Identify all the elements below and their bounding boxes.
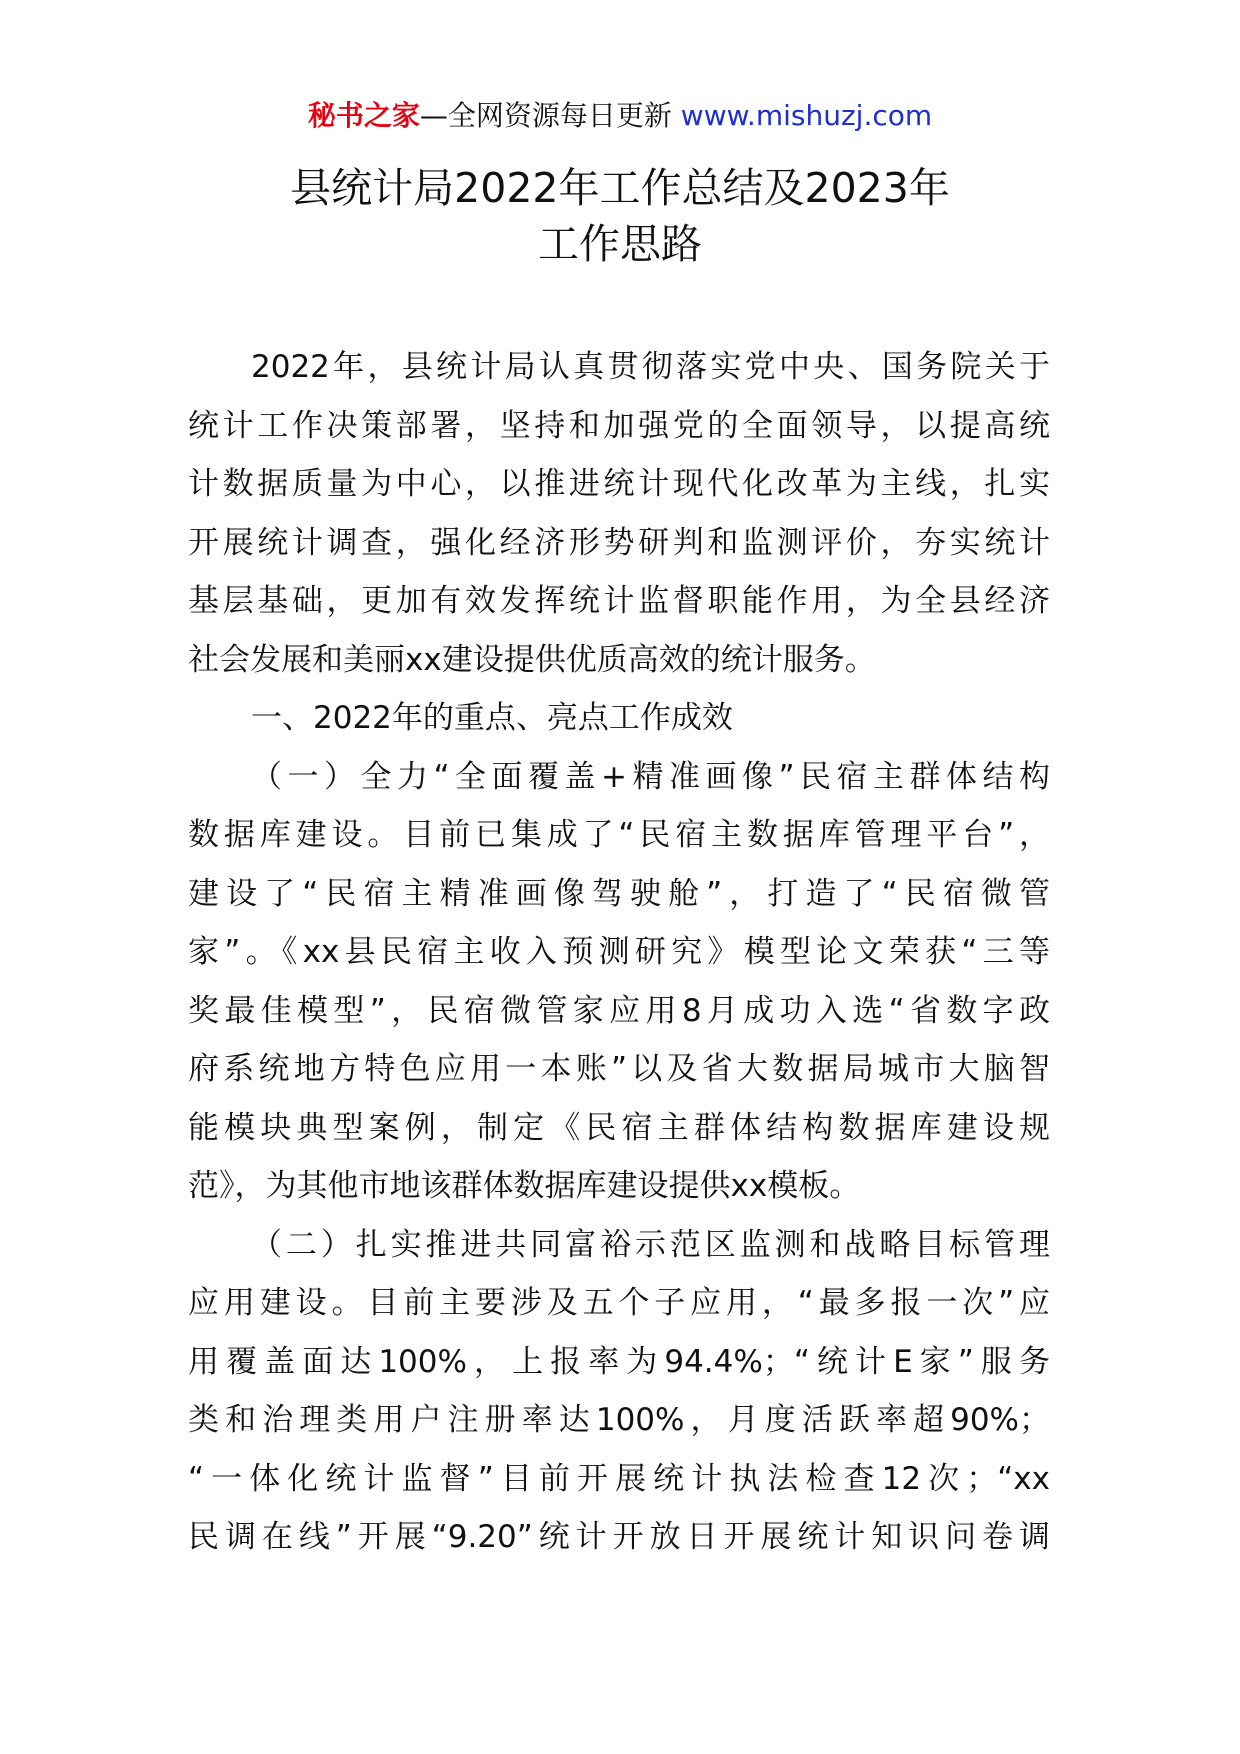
site-url-link[interactable]: www.mishuzj.com bbox=[680, 99, 933, 132]
banner-tagline: —全网资源每日更新 bbox=[419, 99, 672, 132]
intro-paragraph bbox=[188, 338, 1050, 689]
text-line: 社会发展和美丽xx建设提供优质高效的统计服务。 bbox=[188, 641, 876, 678]
item-2-paragraph bbox=[188, 1216, 1050, 1567]
site-banner bbox=[0, 96, 1240, 136]
text-line: 奖最佳模型”，民宿微管家应用8月成功入选“省数字政 bbox=[188, 992, 1050, 1029]
text-line: 家”。《xx县民宿主收入预测研究》模型论文荣获“三等 bbox=[188, 934, 1050, 970]
text-line: 应用建设。目前主要涉及五个子应用，“最多报一次”应 bbox=[188, 1285, 1050, 1321]
text-line: “一体化统计监督”目前开展统计执法检查12次；“xx bbox=[188, 1460, 1050, 1497]
text-line: 统计工作决策部署，坚持和加强党的全面领导，以提高统 bbox=[188, 407, 1050, 444]
text-line: （二）扎实推进共同富裕示范区监测和战略目标管理 bbox=[251, 1226, 1050, 1263]
title-line-2: 工作思路 bbox=[538, 220, 702, 268]
text-line: 范》，为其他市地该群体数据库建设提供xx模板。 bbox=[188, 1168, 861, 1204]
section-heading bbox=[188, 689, 1050, 748]
text-line: 用覆盖面达100%，上报率为94.4%；“统计E家”服务 bbox=[188, 1343, 1050, 1380]
text-line: 开展统计调查，强化经济形势研判和监测评价，夯实统计 bbox=[188, 524, 1050, 561]
text-line: （一）全力“全面覆盖+精准画像”民宿主群体结构 bbox=[251, 758, 1050, 795]
document-body bbox=[188, 338, 1050, 1567]
text-line: 府系统地方特色应用一本账”以及省大数据局城市大脑智 bbox=[188, 1051, 1050, 1087]
title-line-1: 县统计局2022年工作总结及2023年 bbox=[290, 164, 950, 212]
document-title bbox=[0, 160, 1240, 272]
text-line: 基层基础，更加有效发挥统计监督职能作用，为全县经济 bbox=[188, 583, 1050, 619]
text-line: 民调在线”开展“9.20”统计开放日开展统计知识问卷调 bbox=[188, 1519, 1050, 1555]
text-line: 类和治理类用户注册率达100%，月度活跃率超90%； bbox=[188, 1402, 1050, 1438]
text-line: 建设了“民宿主精准画像驾驶舱”，打造了“民宿微管 bbox=[188, 875, 1050, 912]
text-line: 能模块典型案例，制定《民宿主群体结构数据库建设规 bbox=[188, 1109, 1050, 1146]
brand-name: 秘书之家 bbox=[307, 99, 420, 132]
text-line: 数据库建设。目前已集成了“民宿主数据库管理平台”， bbox=[188, 817, 1050, 853]
text-line: 2022年，县统计局认真贯彻落实党中央、国务院关于 bbox=[251, 349, 1050, 385]
section-1-heading: 一、2022年的重点、亮点工作成效 bbox=[251, 700, 733, 736]
item-1-paragraph bbox=[188, 748, 1050, 1216]
text-line: 计数据质量为中心，以推进统计现代化改革为主线，扎实 bbox=[188, 466, 1050, 502]
